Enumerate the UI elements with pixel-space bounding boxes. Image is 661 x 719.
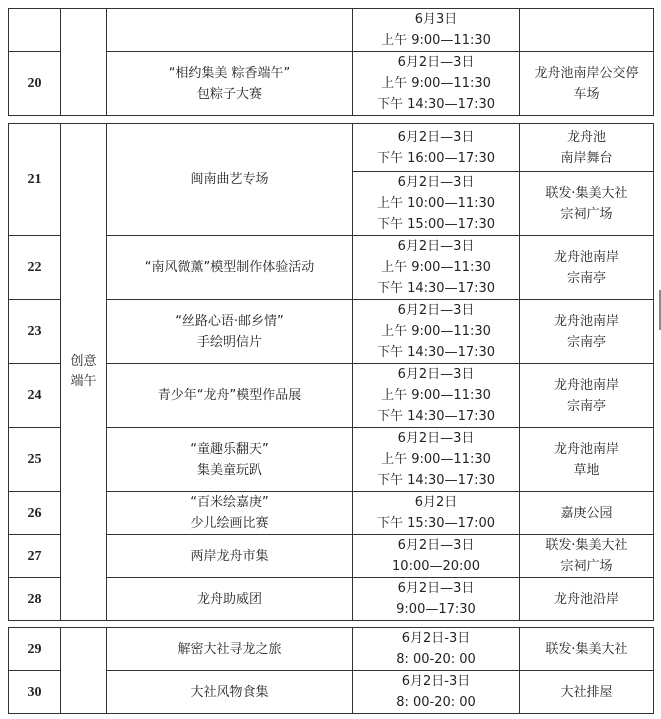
row-number: 26 xyxy=(9,492,61,535)
activity-name xyxy=(107,9,353,52)
row-number: 23 xyxy=(9,300,61,364)
row-number: 28 xyxy=(9,578,61,621)
time-cell: 6月2日—3日 上午 9:00—11:30 下午 14:30—17:30 xyxy=(353,300,520,364)
activity-name: 闽南曲艺专场 xyxy=(107,124,353,236)
venue-cell: 龙舟池 南岸舞台 xyxy=(520,124,654,172)
category-cell xyxy=(61,628,107,714)
time-cell: 6月2日—3日 上午 9:00—11:30 下午 14:30—17:30 xyxy=(353,52,520,116)
row-number xyxy=(9,9,61,52)
activity-name: 两岸龙舟市集 xyxy=(107,535,353,578)
venue-cell: 龙舟池沿岸 xyxy=(520,578,654,621)
table-row xyxy=(9,9,654,52)
activity-name: 解密大社寻龙之旅 xyxy=(107,628,353,671)
schedule-table-part-2 xyxy=(8,123,654,621)
activity-name: 青少年“龙舟”模型作品展 xyxy=(107,364,353,428)
venue-cell: 联发·集美大社 xyxy=(520,628,654,671)
time-cell: 6月2日-3日 8: 00-20: 00 xyxy=(353,628,520,671)
venue-cell: 龙舟池南岸 宗南亭 xyxy=(520,364,654,428)
venue-cell: 龙舟池南岸公交停 车场 xyxy=(520,52,654,116)
activity-name: “百米绘嘉庚” 少儿绘画比赛 xyxy=(107,492,353,535)
venue-cell: 龙舟池南岸 宗南亭 xyxy=(520,300,654,364)
row-number: 27 xyxy=(9,535,61,578)
category-cell: 创意 端午 xyxy=(61,124,107,621)
activity-name: “丝路心语·邮乡情” 手绘明信片 xyxy=(107,300,353,364)
time-cell: 6月2日—3日 上午 10:00—11:30 下午 15:00—17:30 xyxy=(353,172,520,236)
venue-cell: 龙舟池南岸 宗南亭 xyxy=(520,236,654,300)
venue-cell: 龙舟池南岸 草地 xyxy=(520,428,654,492)
row-number: 22 xyxy=(9,236,61,300)
time-cell: 6月2日—3日 上午 9:00—11:30 下午 14:30—17:30 xyxy=(353,428,520,492)
venue-cell xyxy=(520,9,654,52)
activity-name: 龙舟助威团 xyxy=(107,578,353,621)
venue-cell: 联发·集美大社 宗祠广场 xyxy=(520,172,654,236)
table-row xyxy=(9,628,654,671)
venue-cell: 嘉庚公园 xyxy=(520,492,654,535)
row-number: 29 xyxy=(9,628,61,671)
row-number: 20 xyxy=(9,52,61,116)
time-cell: 6月2日—3日 上午 9:00—11:30 下午 14:30—17:30 xyxy=(353,236,520,300)
activity-name: “相约集美 粽香端午” 包粽子大赛 xyxy=(107,52,353,116)
activity-name: “童趣乐翻天” 集美童玩趴 xyxy=(107,428,353,492)
schedule-table-part-1 xyxy=(8,8,654,116)
activity-name: “南风微薰”模型制作体验活动 xyxy=(107,236,353,300)
row-number: 21 xyxy=(9,124,61,236)
time-cell: 6月2日 下午 15:30—17:00 xyxy=(353,492,520,535)
category-cell xyxy=(61,9,107,116)
time-cell: 6月2日—3日 10:00—20:00 xyxy=(353,535,520,578)
time-cell: 6月2日—3日 下午 16:00—17:30 xyxy=(353,124,520,172)
time-cell: 6月2日-3日 8: 00-20: 00 xyxy=(353,671,520,714)
row-number: 30 xyxy=(9,671,61,714)
row-number: 25 xyxy=(9,428,61,492)
venue-cell: 大社排屋 xyxy=(520,671,654,714)
time-cell: 6月2日—3日 上午 9:00—11:30 下午 14:30—17:30 xyxy=(353,364,520,428)
venue-cell: 联发·集美大社 宗祠广场 xyxy=(520,535,654,578)
schedule-table-part-3 xyxy=(8,627,654,714)
row-number: 24 xyxy=(9,364,61,428)
time-cell: 6月3日 上午 9:00—11:30 xyxy=(353,9,520,52)
table-row xyxy=(9,124,654,172)
activity-name: 大社风物食集 xyxy=(107,671,353,714)
time-cell: 6月2日—3日 9:00—17:30 xyxy=(353,578,520,621)
